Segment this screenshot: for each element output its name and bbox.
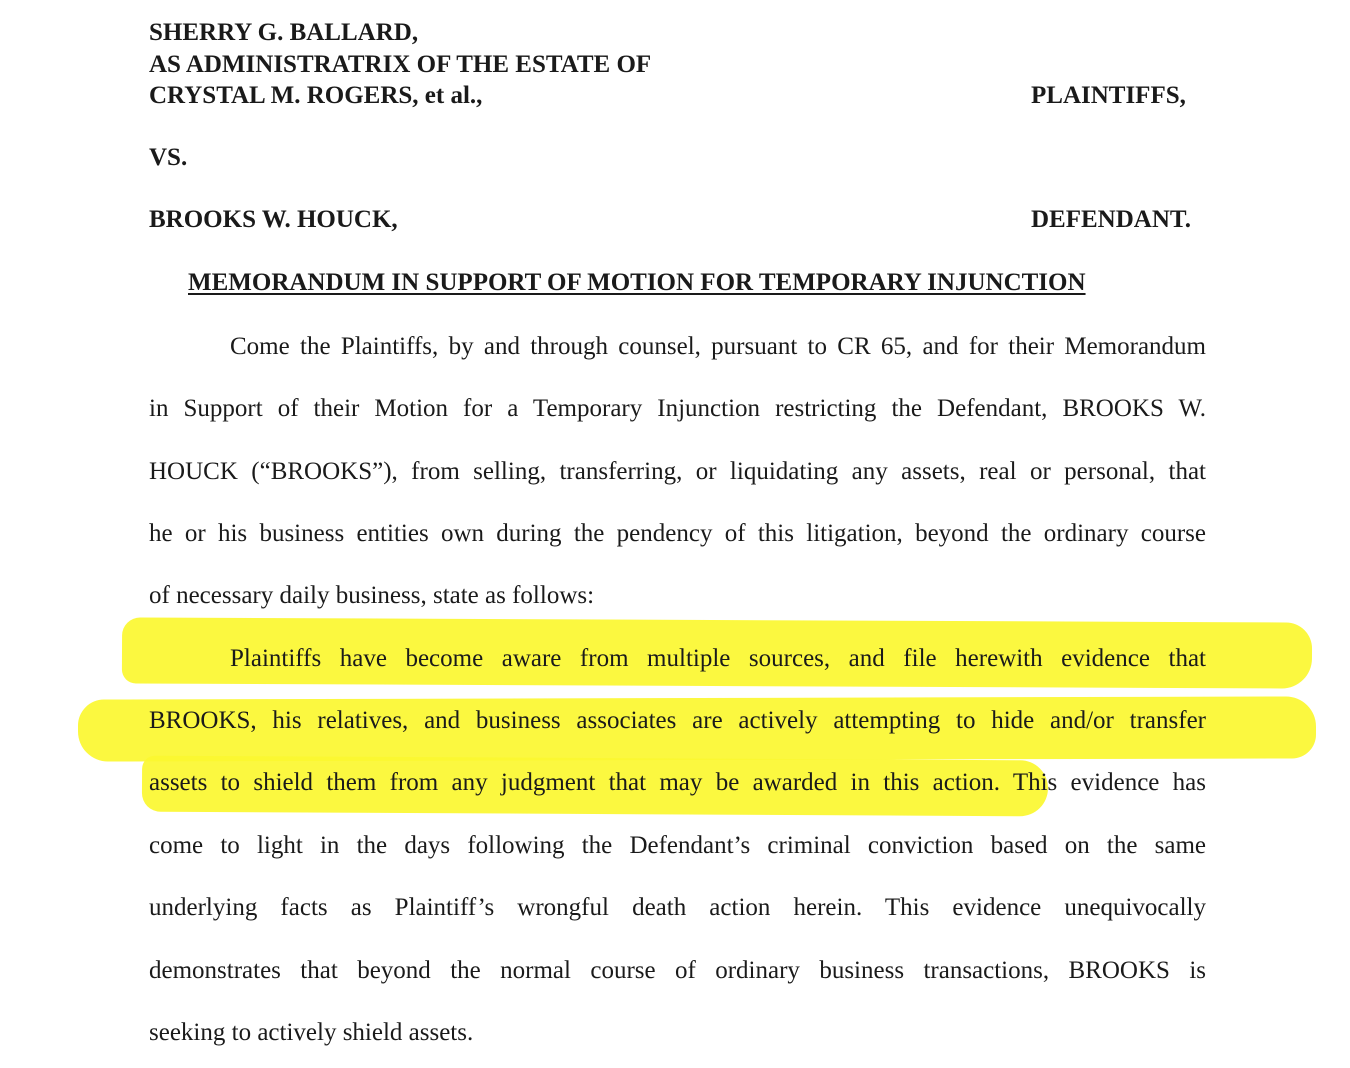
paragraph2-line: come to light in the days following the Defendant’s criminal conviction based on the same (149, 832, 1206, 859)
paragraph2-line: BROOKS, his relatives, and business associates are actively attempting to hide and/or transfer (149, 707, 1206, 734)
paragraph2-line: underlying facts as Plaintiff’s wrongful death action herein. This evidence unequivocally (149, 894, 1206, 921)
defendant-name: BROOKS W. HOUCK, (149, 206, 398, 233)
paragraph1-line: he or his business entities own during the pendency of this litigation, beyond the ordinary course (149, 520, 1206, 547)
plaintiff-capacity: AS ADMINISTRATRIX OF THE ESTATE OF (149, 51, 652, 78)
plaintiff-decedent: CRYSTAL M. ROGERS, et al., (149, 82, 483, 109)
paragraph1-line: HOUCK (“BROOKS”), from selling, transferring, or liquidating any assets, real or personal, that (149, 458, 1206, 485)
versus-label: VS. (149, 144, 188, 171)
paragraph1-line: Come the Plaintiffs, by and through counsel, pursuant to CR 65, and for their Memorandum (230, 333, 1206, 360)
memorandum-title: MEMORANDUM IN SUPPORT OF MOTION FOR TEMPORARY INJUNCTION (188, 269, 1086, 296)
paragraph2-line: seeking to actively shield assets. (149, 1019, 474, 1046)
paragraph2-line: demonstrates that beyond the normal course of ordinary business transactions, BROOKS is (149, 957, 1206, 984)
paragraph1-line: in Support of their Motion for a Temporary Injunction restricting the Defendant, BROOKS W. (149, 395, 1206, 422)
paragraph2-line: assets to shield them from any judgment that may be awarded in this action. This evidence has (149, 769, 1206, 796)
plaintiffs-role-label: PLAINTIFFS, (1031, 82, 1186, 109)
paragraph1-line: of necessary daily business, state as follows: (149, 582, 595, 609)
plaintiff-name: SHERRY G. BALLARD, (149, 19, 419, 46)
paragraph2-line: Plaintiffs have become aware from multiple sources, and file herewith evidence that (230, 645, 1206, 672)
defendant-role-label: DEFENDANT. (1031, 206, 1191, 233)
